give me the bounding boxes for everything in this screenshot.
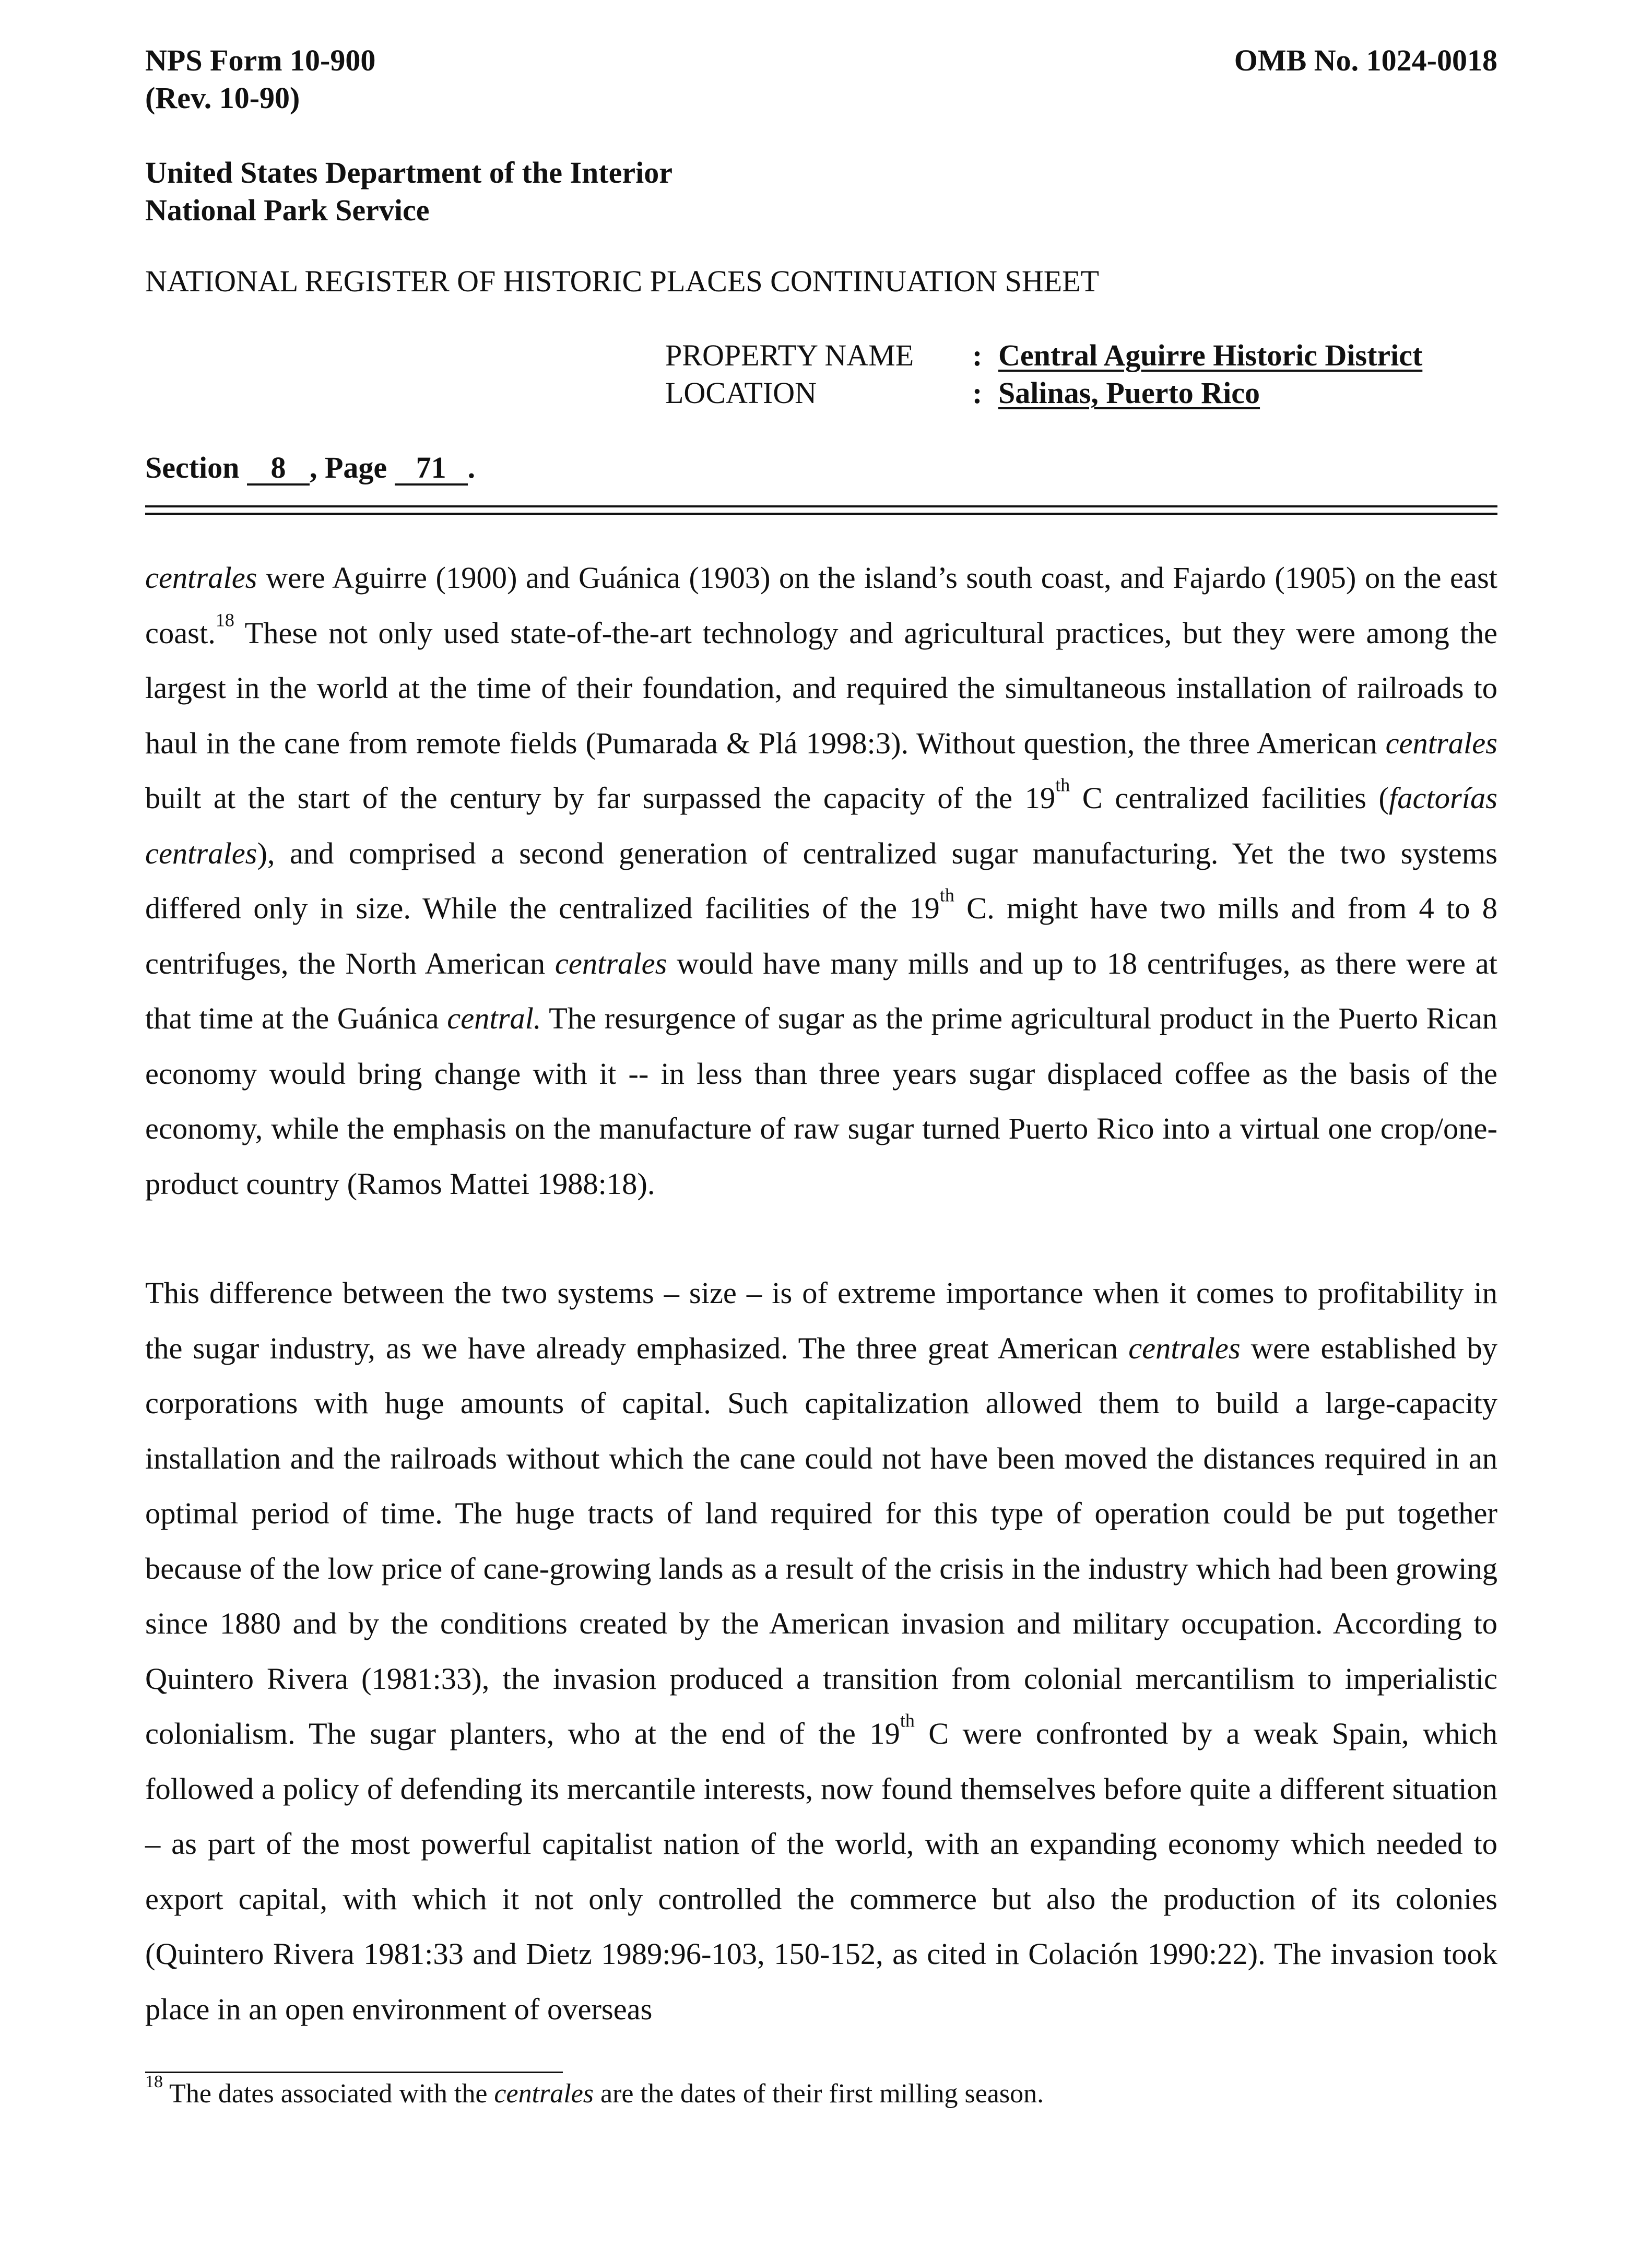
location-separator: : (972, 376, 983, 410)
text-run: The dates associated with the (163, 2079, 494, 2109)
term-centrales: centrales (494, 2079, 594, 2109)
property-name-value: Central Aguirre Historic District (998, 338, 1423, 372)
location-value: Salinas, Puerto Rico (998, 376, 1260, 410)
text-run: C centralized facilities ( (1070, 781, 1389, 815)
department-name: United States Department of the Interior (145, 156, 672, 190)
text-run: ), and comprised a second generation of centralized sugar manufacturing. Yet the two systems differed only in size. While the centralized facilities of the 19 (145, 836, 1497, 925)
text-run: were Aguirre (1900) and Guánica (1903) on the island’s south coast, and Fajardo (1905) on the east coast. (145, 561, 1497, 650)
section-number: 8 (247, 452, 310, 486)
ordinal-suffix: th (939, 884, 954, 906)
ordinal-suffix: th (900, 1710, 915, 1731)
text-run: The resurgence of sugar as the prime agricultural product in the Puerto Rican economy would bring change with it -- in less than three years sugar displaced coffee as the basis of the economy, while the emphasis on the manufacture of raw sugar turned Puerto Rico into a virtual one crop/one-product country (Ramos Mattei 1988:18). (145, 1001, 1497, 1201)
ordinal-suffix: th (1055, 774, 1070, 796)
text-run: C were confronted by a weak Spain, which followed a policy of defending its mercantile interests, now found themselves before quite a different situation – as part of the most powerful capitalist nation of the world, with an expanding economy which needed to export capital, with which it not only controlled the commerce but also the production of its colonies (Quintero Rivera 1981:33 and Dietz 1989:96-103, 150-152, as cited in Colación 1990:22). The invasion took place in an open environment of overseas (145, 1717, 1497, 2026)
form-revision: (Rev. 10-90) (145, 81, 300, 115)
page-number: 71 (395, 452, 468, 486)
property-name-separator: : (972, 338, 983, 372)
section-label: Section (145, 451, 240, 484)
text-run: were established by corporations with huge amounts of capital. Such capitalization allowed them to build a large-capacity installation and the railroads without which the cane could not have been moved the distances required in an optimal period of time. The huge tracts of land required for this type of operation could be put together because of the low price of cane-growing lands as a result of the crisis in the industry which had been growing since 1880 and by the conditions created by the American invasion and military occupation. According to Quintero Rivera (1981:33), the invasion produced a transition from colonial mercantilism to imperialistic colonialism. The sugar planters, who at the end of the 19 (145, 1331, 1497, 1750)
header-rule-top (145, 505, 1497, 507)
agency-name: National Park Service (145, 193, 430, 227)
term-centrales: centrales (145, 561, 257, 595)
form-name: NPS Form 10-900 (145, 43, 376, 77)
text-run: are the dates of their first milling season. (594, 2079, 1044, 2109)
footnote-reference: 18 (215, 609, 234, 631)
term-centrales: centrales (554, 946, 667, 980)
term-central: central. (447, 1001, 541, 1035)
property-name-label: PROPERTY NAME (665, 338, 914, 372)
location-label: LOCATION (665, 376, 817, 410)
body-paragraph-1 (145, 550, 1497, 1211)
text-run: would have many mills and up to 18 centrifuges, as there were at that time at the Guánica (145, 946, 1497, 1035)
text-run: built at the start of the century by far surpassed the capacity of the 19 (145, 781, 1056, 815)
footnote-number: 18 (145, 2072, 163, 2092)
text-run: This difference between the two systems – size – is of extreme importance when it comes to profitability in the sugar industry, as we have already emphasized. The three great American (145, 1276, 1497, 1365)
term-centrales: centrales (1128, 1331, 1241, 1365)
term-centrales: centrales (1385, 726, 1497, 760)
header-rule-bottom (145, 513, 1497, 515)
section-page-line: Section 8 , Page 71 . (145, 451, 476, 484)
text-run: These not only used state-of-the-art technology and agricultural practices, but they were among the largest in the world at the time of their foundation, and required the simultaneous installation of railroads to haul in the cane from remote fields (Pumarada & Plá 1998:3). Without question, the three American (145, 616, 1497, 760)
footnote (145, 2072, 1497, 2113)
page-label: Page (324, 451, 387, 484)
body-paragraph-2 (145, 1265, 1497, 2037)
term-factorias-centrales: factorías centrales (145, 781, 1497, 870)
sheet-title: NATIONAL REGISTER OF HISTORIC PLACES CONTINUATION SHEET (145, 264, 1099, 298)
text-run: C. might have two mills and from 4 to 8 centrifuges, the North American (145, 891, 1498, 980)
omb-number: OMB No. 1024-0018 (1234, 43, 1497, 77)
footnote-separator (145, 2072, 563, 2073)
